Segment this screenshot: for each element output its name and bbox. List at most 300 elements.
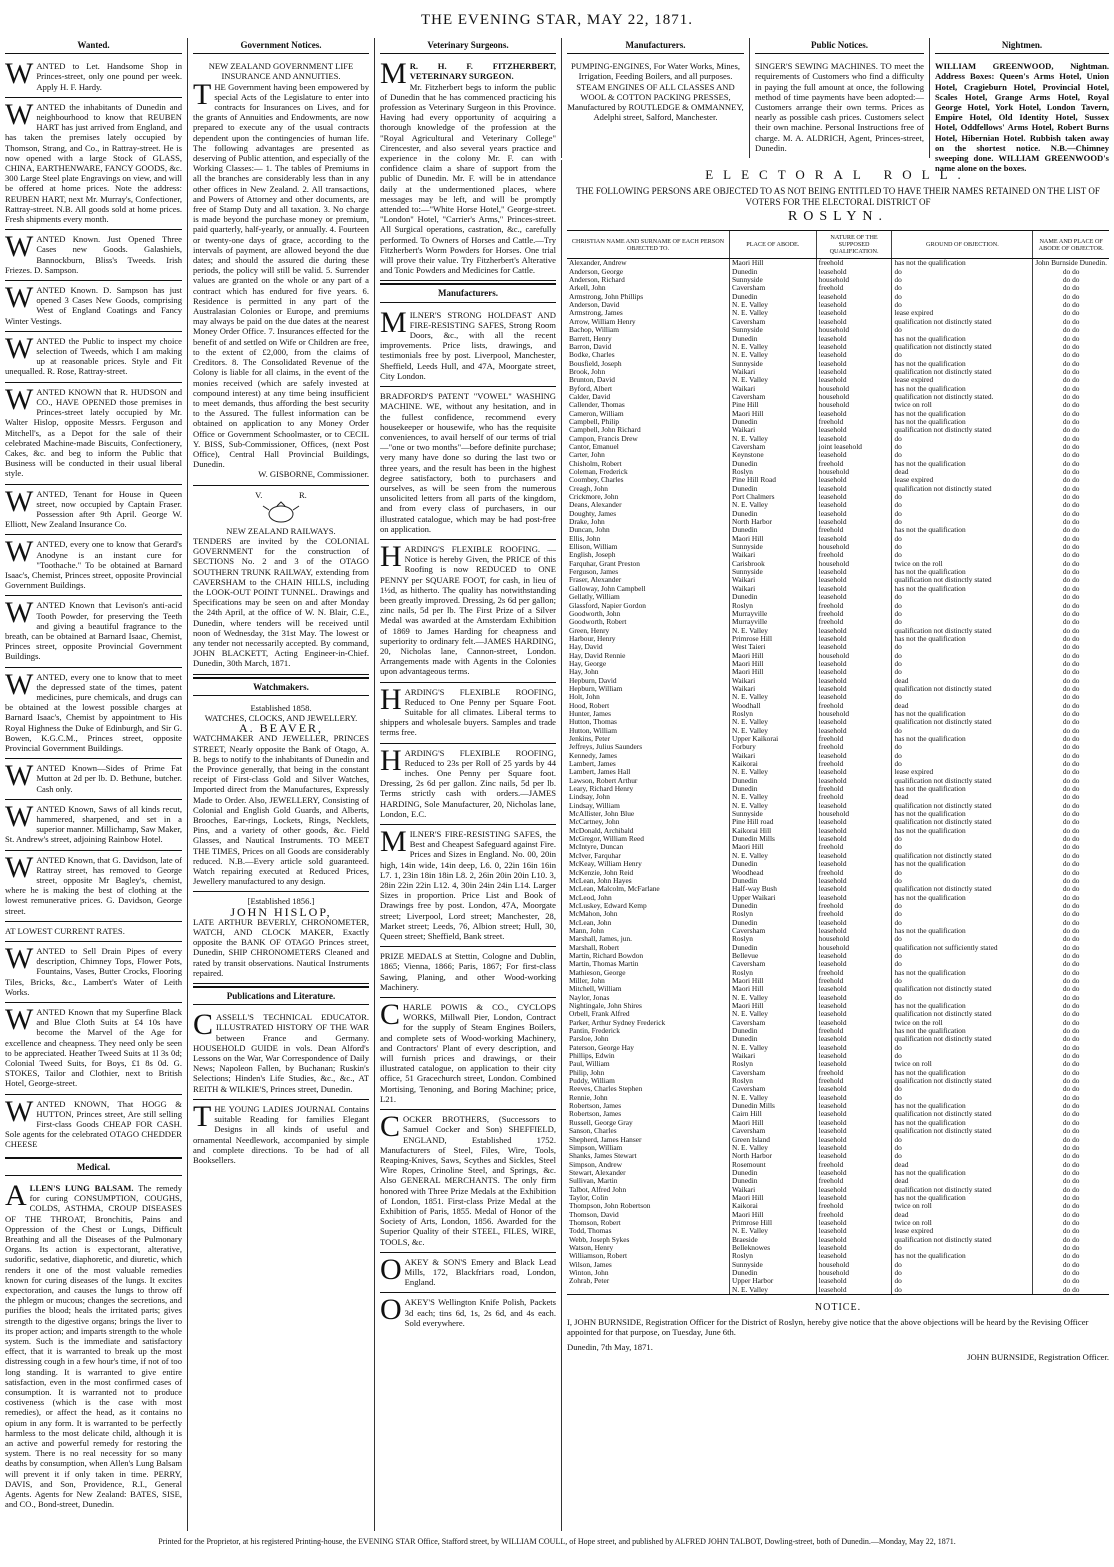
table-row xyxy=(567,1286,1109,1295)
wanted-ad-15 xyxy=(5,1003,182,1095)
roll-cell: N. E. Valley xyxy=(729,1227,816,1235)
roll-cell: do do xyxy=(1033,677,1109,685)
roll-cell: Kaikorai xyxy=(729,760,816,768)
roll-cell: leasehold xyxy=(816,501,892,509)
roll-cell: do do xyxy=(1033,1219,1109,1227)
roll-cell: household xyxy=(816,326,892,334)
roll-cell: do do xyxy=(1033,526,1109,534)
roll-cell: Arrow, William Henry xyxy=(569,316,636,326)
roll-cell: Hepburn, William xyxy=(569,683,623,693)
roll-cell: leasehold xyxy=(816,927,892,935)
roll-cell: McLean, Malcolm, McFarlane xyxy=(569,884,660,894)
roll-cell: do do xyxy=(1033,1252,1109,1260)
roll-cell: leasehold xyxy=(816,960,892,968)
roll-cell: John Burnside Dunedin. xyxy=(1033,259,1109,268)
roll-cell: do do xyxy=(1033,835,1109,843)
roll-cell: has not the qualification xyxy=(892,1252,1033,1260)
drop-cap: W xyxy=(5,759,34,793)
wanted-ad-1 xyxy=(5,98,182,230)
roll-cell: Brunton, David xyxy=(569,375,615,385)
roll-cell: Caversham xyxy=(729,393,816,401)
roll-cell: has not the qualification xyxy=(892,1119,1033,1127)
roll-cell: do do xyxy=(1033,743,1109,751)
roll-cell: Rosemount xyxy=(729,1161,816,1169)
roll-cell: Mann, John xyxy=(569,925,604,935)
newspaper-title: THE EVENING STAR, MAY 22, 1871. xyxy=(420,12,694,28)
roll-cell: Cantor, Emanuel xyxy=(569,441,619,451)
roll-cell: do do xyxy=(1033,727,1109,735)
roll-cell: do do xyxy=(1033,1169,1109,1177)
roll-cell: Murrayville xyxy=(729,618,816,626)
ad-young-ladies-journal: T HE YOUNG LADIES JOURNAL Contains suitable Reading for families Elegant Designs in all kinds of useful and ornamental Needlework, accompanied by simple and complete directions. To be had of all Booksellers. xyxy=(193,1099,369,1165)
ad-text: ANTED Known. D. Sampson has just opened 3 Cases New Goods, comprising West of England Coatings and Fancy Winter Vestings. xyxy=(5,285,182,326)
roll-cell: do do xyxy=(1033,768,1109,776)
royal-arms-crest xyxy=(261,502,301,524)
ad-text: ANTED Known that Levison's anti-acid Tooth Powder, for preserving the Teeth and giving a beautiful fragrance to the breath, can be obtained at Barnard Isaac, Chemist, Princes street, opposite Provincial Government Buildings. xyxy=(5,600,182,662)
roll-cell: qualification not distinctly stated xyxy=(892,318,1033,326)
roll-cell: Waikari xyxy=(729,1186,816,1194)
roll-cell: Kennedy, James xyxy=(569,750,617,760)
roll-cell: freehold xyxy=(816,793,892,801)
roll-cell: do do xyxy=(1033,535,1109,543)
roll-cell xyxy=(567,1286,729,1295)
roll-cell: Dunedin xyxy=(729,1169,816,1177)
roll-cell: do do xyxy=(1033,435,1109,443)
roll-cell: household xyxy=(816,543,892,551)
ad-allens-lung-balsam: A LLEN'S LUNG BALSAM. The remedy for curing CONSUMPTION, COUGHS, COLDS, ASTHMA, CROUP DISEASES OF THE THROAT, Bronchitis, Pains and Oppression of the Chest or Lungs, Difficult Breathing and all the Diseases of the Pulmonary Organs. Its action is expectorant, alterative, sudorific, sedative, diaphoretic, and diuretic, which renders it one of the most valuable remedies known for curing diseases of the lungs. It excites expectoration, and causes the lungs to throw off the phlegm or mucous; changes the secretions, and purifies the blood; heals the irritated parts; gives strength to the digestive organs; brings the liver to its proper action; and imparts strength to the whole system. Such is the immediate and satisfactory effect, that it is warranted to break up the most distressing cough in a few hour's time, if not of too long standing. It is warranted to give entire satisfaction, even in the most confirmed cases of consumption. It is warranted not to produce costiveness (which is the case with most remedies), or affect the head, as it contains no opium in any form. It is warranted to be perfectly harmless to the most delicate child, although it is an active and powerful remedy for restoring the system. There is no real necessity for so many deaths by consumption, when Allen's Lung Balsam will prevent it if only taken in time. PERRY, DAVIS, and Son, Providence, R.I., General Agents. Agents for New Zealand: BATES, SISE, and CO., Bond-street, Dunedin. xyxy=(5,1178,182,1510)
roll-cell: leasehold xyxy=(816,727,892,735)
roll-cell: freehold xyxy=(816,618,892,626)
roll-cell: do do xyxy=(1033,376,1109,384)
wanted-ad-0 xyxy=(5,57,182,98)
roll-cell: do do xyxy=(1033,894,1109,902)
roll-cell: do xyxy=(892,869,1033,877)
roll-cell: household xyxy=(816,401,892,409)
roll-cell: Simpson, William xyxy=(569,1142,623,1152)
drop-cap: W xyxy=(5,484,34,518)
roll-cell: do do xyxy=(1033,802,1109,810)
roll-cell: do do xyxy=(1033,760,1109,768)
ad-william-greenwood: WILLIAM GREENWOOD, Nightman. Address Boxes: Queen's Arms Hotel, Union Hotel, Cragieburn Hotel, Provincial Hotel, Scales Hotel, Grange Arms Hotel, Royal George Hotel, York Hotel, London Tavern, Empire Hotel, Old Identity Hotel, Sussex Hotel, Oddfellows' Arms Hotel, Robert Burns Hotel, Hibernian Hotel. Rubbish taken away on the shortest notice. N.B.—Chimney sweeping done. WILLIAM GREENWOOD's name alone on the boxes. xyxy=(935,61,1109,174)
roll-cell: do do xyxy=(1033,401,1109,409)
roll-cell: do do xyxy=(1033,660,1109,668)
roll-cell: leasehold xyxy=(816,1002,892,1010)
roll-cell: do do xyxy=(1033,1027,1109,1035)
roll-cell: Maori Hill xyxy=(729,410,816,418)
drop-cap: W xyxy=(5,281,34,315)
roll-cell: do do xyxy=(1033,1136,1109,1144)
roll-cell: do do xyxy=(1033,1202,1109,1210)
roll-cell: qualification not distinctly stated xyxy=(892,1186,1033,1194)
roll-cell: Dunedin xyxy=(729,485,816,493)
roll-cell: Belleknowes xyxy=(729,1244,816,1252)
roll-cell: do xyxy=(892,510,1033,518)
notice-text: I, JOHN BURNSIDE, Registration Officer for the District of Roslyn, hereby give notice that the above objections will be heard by the Revising Officer appointed for that purpose, on Tuesday, June 6th. xyxy=(567,1317,1089,1338)
ad-text: ARDING'S FLEXIBLE ROOFING, Reduced to One Penny per Square Foot. Suitable for all climates. Liberal terms to shippers and wholesale buyers. Samples and trade terms free. xyxy=(380,686,556,738)
roll-cell: qualification not distinctly stated xyxy=(892,1035,1033,1043)
roll-cell: Coombey, Charles xyxy=(569,475,624,485)
roll-cell: do do xyxy=(1033,1044,1109,1052)
roll-cell: Dunedin xyxy=(729,593,816,601)
roll-cell: Marshall, Robert xyxy=(569,942,620,952)
roll-cell: Maori Hill xyxy=(729,843,816,851)
roll-cell: do do xyxy=(1033,393,1109,401)
roll-cell: freehold xyxy=(816,418,892,426)
notice-section xyxy=(567,1303,1109,1362)
roll-cell: Williamson, Robert xyxy=(569,1251,627,1261)
roll-cell: do do xyxy=(1033,860,1109,868)
roll-cell: Marshall, James, jun. xyxy=(569,934,633,944)
roll-cell: freehold xyxy=(816,1161,892,1169)
roll-cell: household xyxy=(816,944,892,952)
drop-cap: W xyxy=(5,596,34,630)
roll-cell: do do xyxy=(1033,944,1109,952)
roll-cell: do do xyxy=(1033,576,1109,584)
roll-cell: N. E. Valley xyxy=(729,343,816,351)
roll-cell: do do xyxy=(1033,985,1109,993)
roll-cell: Shanks, James Stewart xyxy=(569,1151,637,1161)
roll-cell: freehold xyxy=(816,1027,892,1035)
roll-cell: leasehold xyxy=(816,1010,892,1018)
roll-cell: Green, Henry xyxy=(569,625,610,635)
wanted-ad-9 xyxy=(5,668,182,760)
roll-cell: do xyxy=(892,610,1033,618)
roll-cell: do xyxy=(892,293,1033,301)
roll-cell: Sanson, Charles xyxy=(569,1126,617,1136)
roll-cell: West Taieri xyxy=(729,643,816,651)
roll-cell: Thompson, John Robertson xyxy=(569,1201,651,1211)
roll-cell: leasehold xyxy=(816,693,892,701)
roll-cell: leasehold xyxy=(816,660,892,668)
roll-cell: N. E. Valley xyxy=(729,301,816,309)
roll-cell: leasehold xyxy=(816,1286,892,1295)
wanted-ad-10 xyxy=(5,759,182,800)
roll-cell: do do xyxy=(1033,510,1109,518)
roll-cell: leasehold xyxy=(816,685,892,693)
roll-cell: do do xyxy=(1033,693,1109,701)
manufacturer-ad-4 xyxy=(380,744,556,825)
drop-cap: H xyxy=(380,539,402,573)
roll-cell: N. E. Valley xyxy=(729,1286,816,1295)
roll-cell: English, Joseph xyxy=(569,550,616,560)
roll-cell: Sunnyside xyxy=(729,543,816,551)
roll-cell: Rennie, John xyxy=(569,1092,608,1102)
roll-cell: household xyxy=(816,393,892,401)
roll-cell: do xyxy=(892,743,1033,751)
roll-cell: dead xyxy=(892,1211,1033,1219)
roll-cell: do xyxy=(892,276,1033,284)
roll-cell: do xyxy=(892,443,1033,451)
roll-cell: leasehold xyxy=(816,585,892,593)
roll-cell: leasehold xyxy=(816,952,892,960)
roll-cell: leasehold xyxy=(816,877,892,885)
roll-cell: Paul, William xyxy=(569,1059,610,1069)
roll-cell: N. E. Valley xyxy=(729,693,816,701)
ad-text: ANTED to Let. Handsome Shop in Princes-street, only one pound per week. Apply H. F. Hardy. xyxy=(36,61,182,92)
roll-cell: do do xyxy=(1033,935,1109,943)
roll-cell: leasehold xyxy=(816,818,892,826)
roll-cell: do do xyxy=(1033,602,1109,610)
roll-cell: leasehold xyxy=(816,351,892,359)
roll-header-4: NAME AND PLACE OF ABODE OF OBJECTOR. xyxy=(1033,231,1109,259)
roll-cell: Campon, Francis Drew xyxy=(569,433,638,443)
roll-cell: do do xyxy=(1033,493,1109,501)
roll-cell: dead xyxy=(892,793,1033,801)
roll-cell: do xyxy=(892,727,1033,735)
manufacturer-ad-2 xyxy=(380,540,556,683)
ad-text: ANTED, Tenant for House in Queen street, now occupied by Captain Fraser. Possession after 9th April. George W. Elliott, New Zealand Insurance Co. xyxy=(5,488,182,530)
roll-cell: Sunnyside xyxy=(729,568,816,576)
wanted-ad-12 xyxy=(5,851,182,922)
roll-cell: do xyxy=(892,952,1033,960)
roll-cell: qualification not distinctly stated xyxy=(892,685,1033,693)
roll-cell: do do xyxy=(1033,1186,1109,1194)
roll-cell: do xyxy=(892,1144,1033,1152)
roll-cell: freehold xyxy=(816,702,892,710)
ad-text: ANTED Known that my Superfine Black and Blue Cloth Suits at £4 10s have become the Marvel of the Age for excellence and cheapness. They need only be seen to be appreciated. Heather Tweed Suits at 1l 3s 0d; Colonial Tweed Suits, for Boys, £1 8s 0d. G. STOKES, Tailor and Clothier, next to British Hotel, George-street. xyxy=(5,1007,182,1089)
roll-cell: do do xyxy=(1033,309,1109,317)
roll-cell: leasehold xyxy=(816,343,892,351)
wanted-ad-7 xyxy=(5,535,182,596)
roll-cell: leasehold xyxy=(816,768,892,776)
roll-cell: do xyxy=(892,351,1033,359)
roll-cell: Dunedin xyxy=(729,510,816,518)
wanted-ad-8 xyxy=(5,596,182,667)
roll-cell: do do xyxy=(1033,1094,1109,1102)
roll-cell: do do xyxy=(1033,351,1109,359)
wanted-ad-11 xyxy=(5,800,182,851)
roll-cell: leasehold xyxy=(816,1252,892,1260)
roll-cell: Roslyn xyxy=(729,910,816,918)
roll-cell: leasehold xyxy=(816,1110,892,1118)
roll-cell: leasehold xyxy=(816,1085,892,1093)
roll-cell: Naylor, Jonas xyxy=(569,992,610,1002)
roll-cell: do xyxy=(892,1261,1033,1269)
roll-cell: freehold xyxy=(816,259,892,268)
roll-cell: do do xyxy=(1033,560,1109,568)
roll-cell: has not the qualification xyxy=(892,410,1033,418)
roll-cell: do xyxy=(892,268,1033,276)
roll-cell: qualification not distinctly stated xyxy=(892,576,1033,584)
roll-cell: Kaikorai Hill xyxy=(729,827,816,835)
roll-cell: Paterson, George Hay xyxy=(569,1042,634,1052)
roll-cell: leasehold xyxy=(816,1244,892,1252)
roll-cell: Dunedin xyxy=(729,944,816,952)
notice-title: NOTICE. xyxy=(814,1302,862,1314)
roll-cell: do do xyxy=(1033,1277,1109,1285)
roll-cell: Waikari xyxy=(729,585,816,593)
roll-cell: Orbell, Frank Alfred xyxy=(569,1009,630,1019)
roll-cell: Simpson, Andrew xyxy=(569,1159,622,1169)
roll-cell: do do xyxy=(1033,1236,1109,1244)
roll-cell: Ferguson, James xyxy=(569,567,619,577)
roll-cell: do do xyxy=(1033,643,1109,651)
roll-cell: do do xyxy=(1033,326,1109,334)
roll-cell: do xyxy=(892,919,1033,927)
roll-cell: Caversham xyxy=(729,1069,816,1077)
roll-cell: Dunedin Mills xyxy=(729,1102,816,1110)
roll-cell: leasehold xyxy=(816,485,892,493)
roll-cell: do do xyxy=(1033,468,1109,476)
roll-cell: do xyxy=(892,652,1033,660)
section-head-public-notices: Public Notices. xyxy=(755,38,924,54)
ad-text: ANTED Known, that G. Davidson, late of Rattray street, has removed to George street, opposite Mr Bagley's, chemist, where he is making the best of clothing at the lowest remunerative prices. G. Davidson, George street. xyxy=(5,854,182,916)
roll-cell: freehold xyxy=(816,1211,892,1219)
roll-cell: do xyxy=(892,602,1033,610)
roll-cell: qualification not distinctly stated xyxy=(892,426,1033,434)
roll-cell: N. E. Valley xyxy=(729,1144,816,1152)
wanted-ad-3 xyxy=(5,281,182,332)
roll-cell: leasehold xyxy=(816,318,892,326)
ad-text: ANTED, every one to know that to meet the depressed state of the times, patent medicines, pure chemicals, and drugs can be obtained at the lowest possible charges at Barnard Isaac's, Chemist by appointment to His Royal Highness the Duke of Edinburgh, and Sir G. Bowen, K.G.C.M., Princes street, opposite Provincial Government Buildings. xyxy=(5,671,182,753)
roll-cell: do do xyxy=(1033,785,1109,793)
roll-cell: do xyxy=(892,935,1033,943)
roll-cell: do do xyxy=(1033,1261,1109,1269)
ad-text: ANTED Known—Sides of Prime Fat Mutton at 2d per lb. D. Bethune, butcher. Cash only. xyxy=(36,763,182,794)
roll-cell: leasehold xyxy=(816,627,892,635)
wanted-ad-4 xyxy=(5,332,182,383)
roll-cell: Philip, John xyxy=(569,1067,605,1077)
roll-cell: do xyxy=(892,1044,1033,1052)
notice-signature: JOHN BURNSIDE, Registration Officer. xyxy=(967,1351,1109,1362)
roll-cell: N. E. Valley xyxy=(729,727,816,735)
drop-cap: M xyxy=(380,825,407,859)
roll-cell: Green Island xyxy=(729,1136,816,1144)
roll-cell: do xyxy=(892,994,1033,1002)
drop-cap: W xyxy=(5,1094,34,1128)
ad-text: ANTED the inhabitants of Dunedin and neighbourhood to know that REUBEN HART has just arrived from England, and has taken the premises lately occupied by Thomson, Strang, and Co., in Rattray-street. He is now opened with a large Stock of GLASS, CHINA, EARTHENWARE, FANCY GOODS, &c. 300 Large Steel plate Engravings on view, and will be offered at home prices. Note the address: REUBEN HART, next Mr. Murray's, Confectioner, Rattray-street. N.B. All goods sold at home prices. Fresh shipments every month. xyxy=(5,101,182,225)
roll-cell: leasehold xyxy=(816,894,892,902)
roll-cell: leasehold xyxy=(816,885,892,893)
roll-cell: Miller, John xyxy=(569,975,605,985)
roll-cell: has not the qualification xyxy=(892,1169,1033,1177)
roll-cell: Dunedin xyxy=(729,1027,816,1035)
roll-cell: has not the qualification xyxy=(892,1027,1033,1035)
roll-cell: do do xyxy=(1033,777,1109,785)
ad-singers-sewing: SINGER'S SEWING MACHINES. TO meet the requirements of Customers who find a difficulty in paying the full amount at once, the following method of time payments have been adopted:— Customers arrange their own terms. Prices as nearly as possible cash prices. Customers select their own machine. Personal Instructions free of charge. M. A. ALDRICH, Agent, Princes-street, Dunedin. xyxy=(755,61,924,153)
roll-cell: leasehold xyxy=(816,376,892,384)
roll-cell: N. E. Valley xyxy=(729,627,816,635)
ad-text: PRIZE MEDALS at Stettin, Cologne and Dublin, 1865; Vienna, 1866; Paris, 1867; For first-class Sawing, Planing, and other Wood-working Machinery. xyxy=(380,951,556,992)
manufacturer-ad-6 xyxy=(380,947,556,998)
roll-cell: Primrose Hill xyxy=(729,1219,816,1227)
drop-cap: H xyxy=(380,743,402,777)
roll-cell: Maori Hill xyxy=(729,668,816,676)
roll-cell: has not the qualification xyxy=(892,1069,1033,1077)
roll-cell: Maori Hill xyxy=(729,1002,816,1010)
roll-cell: Maori Hill xyxy=(729,259,816,268)
roll-cell: do do xyxy=(1033,902,1109,910)
roll-cell: Talbot, Alfred John xyxy=(569,1184,627,1194)
roll-cell: McAllister, John Blue xyxy=(569,809,635,819)
roll-cell: has not the qualification xyxy=(892,418,1033,426)
roll-header-2: NATURE OF THE SUPPOSED QUALIFICATION. xyxy=(816,231,892,259)
roll-cell: do do xyxy=(1033,1286,1109,1295)
roll-cell: Glassford, Napier Gordon xyxy=(569,600,646,610)
roll-cell: Caversham xyxy=(729,1085,816,1093)
roll-cell: do xyxy=(892,1136,1033,1144)
roll-cell: N. E. Valley xyxy=(729,1094,816,1102)
roll-cell: do xyxy=(892,960,1033,968)
roll-cell: leasehold xyxy=(816,852,892,860)
ad-text: ILNER'S STRONG HOLDFAST AND FIRE-RESISTING SAFES, Strong Room Doors, &c., with all the recent improvements. Price lists, drawings, and testimonials free by post. Liverpool, Manchester, Sheffield, Leeds Hull, and 47A, Moorgate street, City London. xyxy=(380,309,556,381)
roll-cell: Roslyn xyxy=(729,710,816,718)
column-pumping-engines xyxy=(561,38,749,158)
roll-cell: do do xyxy=(1033,1119,1109,1127)
roll-cell: has not the qualification xyxy=(892,259,1033,268)
roll-cell: do xyxy=(892,435,1033,443)
roll-cell: has not the qualification xyxy=(892,1002,1033,1010)
roll-cell: N. E. Valley xyxy=(729,351,816,359)
roll-cell: do do xyxy=(1033,385,1109,393)
roll-cell: lease expired xyxy=(892,309,1033,317)
roll-cell: lease expired xyxy=(892,768,1033,776)
roll-cell: household xyxy=(816,1269,892,1277)
roll-cell: do do xyxy=(1033,1035,1109,1043)
roll-cell: leasehold xyxy=(816,568,892,576)
roll-cell: Gellatly, William xyxy=(569,592,620,602)
roll-cell: N. E. Valley xyxy=(729,1010,816,1018)
electoral-roll-title: ELECTORAL ROLL. xyxy=(705,167,971,182)
roll-cell: do xyxy=(892,693,1033,701)
roll-cell: N. E. Valley xyxy=(729,768,816,776)
roll-cell: freehold xyxy=(816,869,892,877)
roll-cell: twice on roll xyxy=(892,401,1033,409)
roll-cell: leasehold xyxy=(816,1019,892,1027)
roll-cell: Leary, Richard Henry xyxy=(569,784,634,794)
roll-cell: Caversham xyxy=(729,960,816,968)
wanted-ad-14 xyxy=(5,942,182,1003)
roll-cell: do xyxy=(892,543,1033,551)
roll-cell: do do xyxy=(1033,1010,1109,1018)
roll-cell: do do xyxy=(1033,910,1109,918)
roll-cell: freehold xyxy=(816,526,892,534)
roll-cell: Maori Hill xyxy=(729,1211,816,1219)
roll-cell: household xyxy=(816,810,892,818)
ad-text: ANTED Known. Just Opened Three Cases new Goods. Galashiels, Bannockburn, Bliss's Tweeds. Irish Friezes. D. Sampson. xyxy=(5,234,182,275)
manufacturer-ad-1 xyxy=(380,387,556,540)
roll-cell: has not the qualification xyxy=(892,460,1033,468)
roll-cell: McLeod, John xyxy=(569,892,612,902)
roll-cell: do do xyxy=(1033,852,1109,860)
roll-cell: Robertson, James xyxy=(569,1101,622,1111)
roll-cell: do do xyxy=(1033,869,1109,877)
roll-cell: qualification not distinctly stated xyxy=(892,627,1033,635)
roll-cell: McIver, Farquhar xyxy=(569,850,621,860)
roll-cell: Barrett, Henry xyxy=(569,333,612,343)
roll-cell: do xyxy=(892,535,1033,543)
roll-cell: Campbell, Philip xyxy=(569,416,620,426)
roll-cell: do xyxy=(892,1152,1033,1160)
roll-cell: qualification not distinctly stated xyxy=(892,818,1033,826)
roll-cell: leasehold xyxy=(816,752,892,760)
roll-cell: dead xyxy=(892,1177,1033,1185)
roll-cell: Lambert, James Hall xyxy=(569,767,631,777)
roll-cell: N. E. Valley xyxy=(729,501,816,509)
roll-cell: do do xyxy=(1033,618,1109,626)
roll-cell: Upper Waikari xyxy=(729,894,816,902)
roll-cell: leasehold xyxy=(816,835,892,843)
roll-cell: leasehold xyxy=(816,360,892,368)
roll-header-1: PLACE OF ABODE. xyxy=(729,231,816,259)
roll-cell: do xyxy=(892,618,1033,626)
roll-cell: Caversham xyxy=(729,443,816,451)
ad-fitzherbert: M R. H. F. FITZHERBERT, VETERINARY SURGEON. Mr. Fitzherbert begs to inform the public of Dunedin that he has commenced practicing his profession as Veterinary Surgeon in this Province. Having had every opportunity of acquiring a thorough knowledge of the profession at the "Royal Agricultural and Veterinary College" Cirencester, and also several years practice and experience in the colony Mr. F. can with confidence claim a share of support from the public of Dunedin. Mr. F. will be in attendance daily at the undermentioned places, where messages may be left, and will be promptly attended to:—"White Horse Hotel," George-street. "London" Hotel, "Carrier's Arms," Princes-street. All Surgical operations, castration, &c., carefully performed. To Owners of Horses and Cattle.—Try Fitzherbert's Worm Powders for Horses. One trial will prove their value. Try Fitzherbert's Alterative and Tonic Powders and Medicines for Cattle. xyxy=(380,57,556,281)
roll-cell: do do xyxy=(1033,284,1109,292)
roll-cell: do xyxy=(892,501,1033,509)
roll-cell: Armstrong, James xyxy=(569,308,623,318)
roll-cell: Hutton, William xyxy=(569,725,618,735)
